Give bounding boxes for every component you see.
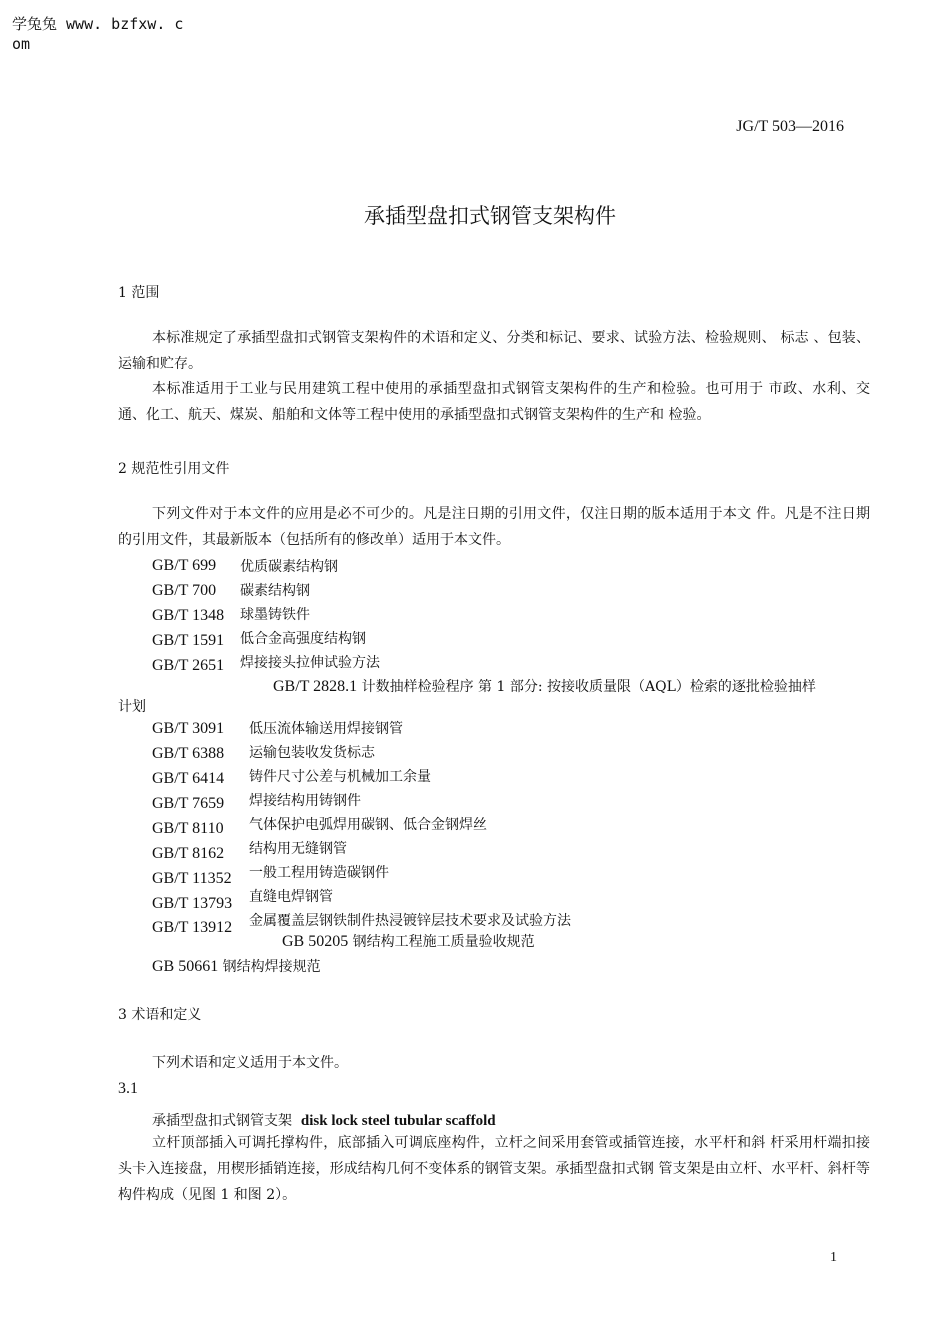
reference-title: 优质碳素结构钢 — [240, 559, 338, 575]
terms-intro: 下列术语和定义适用于本文件。 — [152, 1055, 348, 1071]
reference-code: GB 50661 — [152, 958, 219, 975]
term-english: disk lock steel tubular scaffold — [300, 1113, 496, 1129]
document-title: 承插型盘扣式钢管支架构件 — [364, 204, 616, 228]
section-1-heading: 1 范围 — [118, 285, 160, 301]
reference-title: 金属覆盖层钢铁制件热浸镀锌层技术要求及试验方法 — [249, 913, 571, 929]
reference-code: GB/T 6388 — [152, 745, 225, 762]
reference-title: 低合金高强度结构钢 — [240, 631, 366, 647]
reference-title: 焊接接头拉伸试验方法 — [240, 655, 380, 671]
reference-code: GB/T 7659 — [152, 795, 225, 812]
term-definition: 立杆顶部插入可调托撑构件，底部插入可调底座构件，立杆之间采用套管或插管连接，水平杆和斜 杆采用杆端扣接头卡入连接盘，用楔形插销连接，形成结构几何不变体系的钢管支架。承插型盘扣式钢 管支架是由立杆、水平杆、斜杆等构件构成（见图 1 和图 2）。 — [118, 1135, 870, 1203]
reference-code: GB/T 1348 — [152, 607, 225, 624]
clause-number: 3.1 — [118, 1080, 138, 1097]
section-3-heading: 3 术语和定义 — [118, 1007, 202, 1023]
term-chinese: 承插型盘扣式钢管支架 — [152, 1113, 292, 1129]
reference-code: GB/T 2828.1 — [273, 678, 358, 695]
term-entry — [152, 1110, 496, 1130]
reference-code: GB/T 13793 — [152, 895, 233, 912]
reference-title: 结构用无缝钢管 — [249, 841, 347, 857]
reference-code: GB/T 8162 — [152, 845, 225, 862]
reference-title: 气体保护电弧焊用碳钢、低合金钢焊丝 — [249, 817, 487, 833]
watermark-text: 学兔兔 www. bzfxw. com — [12, 15, 184, 53]
reference-2828 — [273, 676, 816, 696]
reference-title: 球墨铸铁件 — [240, 607, 310, 623]
reference-title: 一般工程用铸造碳钢件 — [249, 865, 389, 881]
reference-code: GB/T 3091 — [152, 720, 225, 737]
reference-title: 计数抽样检验程序 第 1 部分: 按接收质量限（AQL）检索的逐批检验抽样 — [357, 679, 816, 695]
reference-2828-continuation: 计划 — [118, 699, 146, 715]
standard-code: JG/T 503—2016 — [736, 118, 844, 135]
reference-title: 铸件尺寸公差与机械加工余量 — [249, 769, 431, 785]
scope-paragraph-2: 本标准适用于工业与民用建筑工程中使用的承插型盘扣式钢管支架构件的生产和检验。也可用于 市政、水利、交通、化工、航天、煤炭、船舶和文体等工程中使用的承插型盘扣式钢管支架构件的生产和 检验。 — [118, 381, 870, 423]
reference-title: 低压流体输送用焊接钢管 — [249, 721, 403, 737]
reference-code: GB/T 2651 — [152, 657, 225, 674]
normative-references-intro: 下列文件对于本文件的应用是必不可少的。凡是注日期的引用文件，仅注日期的版本适用于本文 件。凡是不注日期的引用文件，其最新版本（包括所有的修改单）适用于本文件。 — [118, 506, 870, 548]
reference-code: GB/T 13912 — [152, 919, 233, 936]
reference-50661 — [152, 956, 321, 976]
reference-code: GB/T 700 — [152, 582, 217, 599]
reference-code: GB 50205 — [282, 933, 349, 950]
reference-code: GB/T 11352 — [152, 870, 232, 887]
scope-paragraph-1: 本标准规定了承插型盘扣式钢管支架构件的术语和定义、分类和标记、要求、试验方法、检验规则、 标志 、包装、运输和贮存。 — [118, 330, 870, 372]
page-number: 1 — [830, 1250, 837, 1265]
reference-title: 钢结构焊接规范 — [218, 959, 321, 975]
reference-title: 焊接结构用铸钢件 — [249, 793, 361, 809]
reference-code: GB/T 699 — [152, 557, 217, 574]
reference-code: GB/T 6414 — [152, 770, 225, 787]
reference-title: 钢结构工程施工质量验收规范 — [348, 934, 535, 950]
section-2-heading: 2 规范性引用文件 — [118, 461, 230, 477]
reference-code: GB/T 1591 — [152, 632, 225, 649]
reference-title: 运输包装收发货标志 — [249, 745, 375, 761]
reference-title: 直缝电焊钢管 — [249, 889, 333, 905]
reference-code: GB/T 8110 — [152, 820, 224, 837]
reference-50205 — [282, 931, 535, 951]
reference-title: 碳素结构钢 — [240, 583, 310, 599]
